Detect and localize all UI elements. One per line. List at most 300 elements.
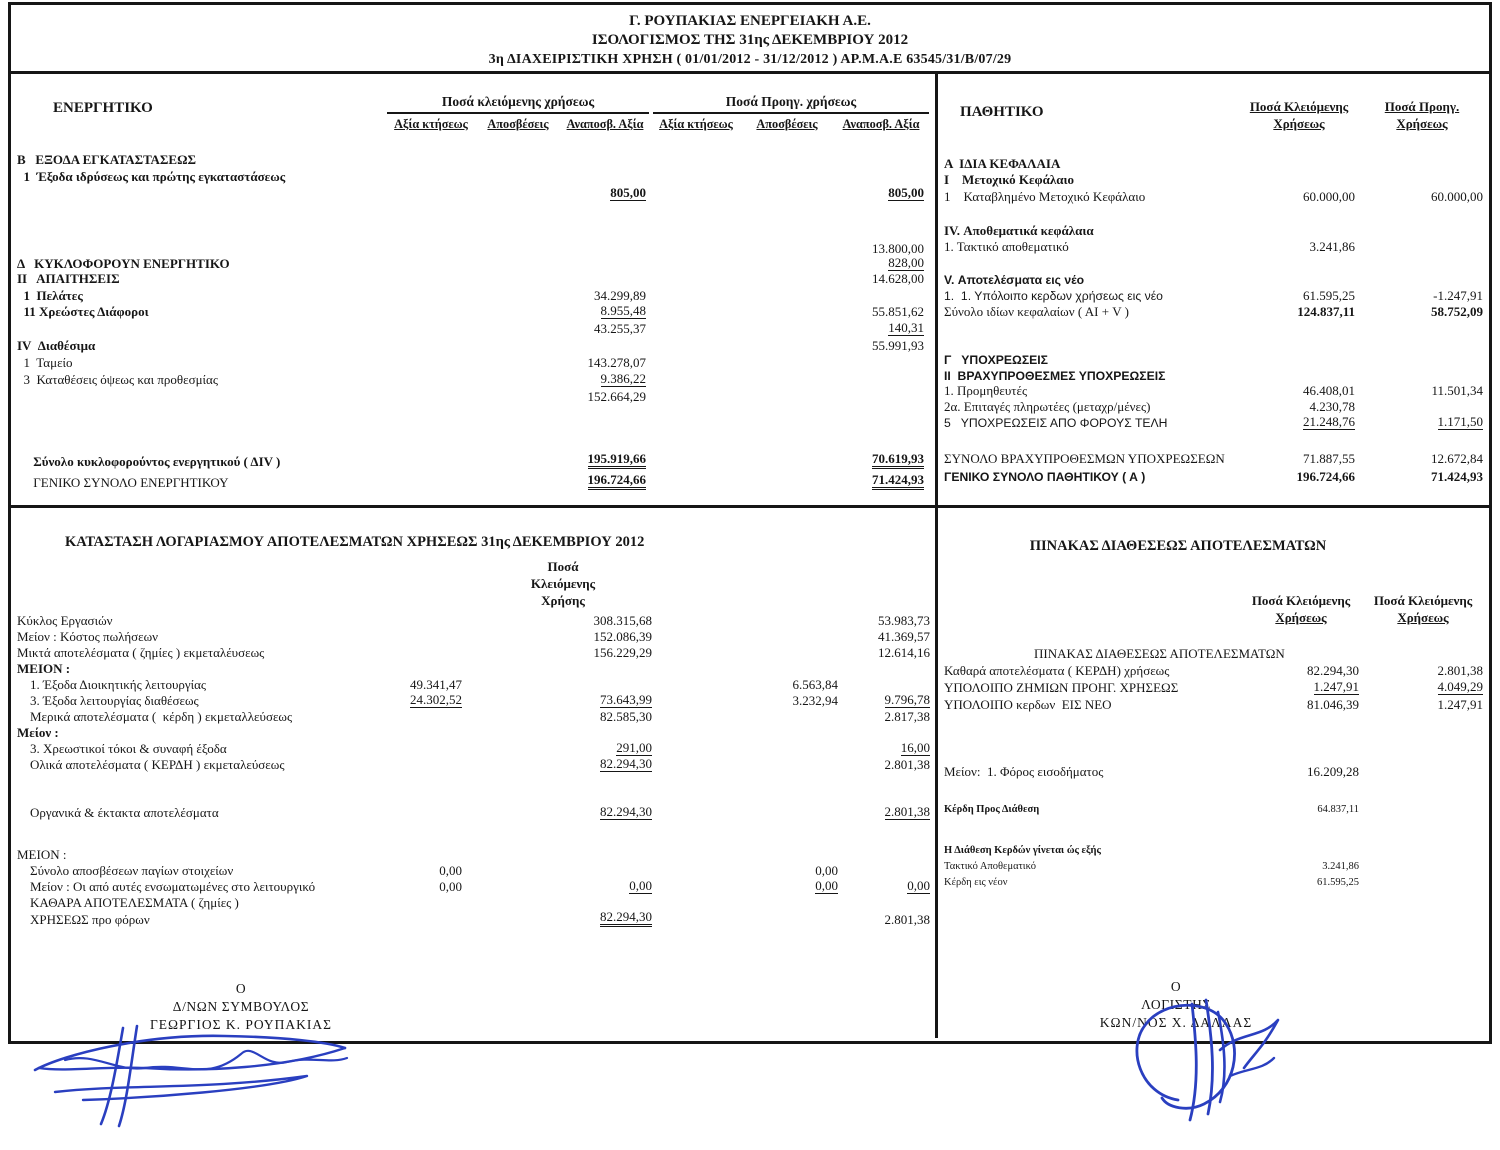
cell-label (944, 369, 1240, 383)
table-row (11, 724, 935, 740)
table-row (938, 712, 1486, 757)
cell-p3 (831, 186, 927, 201)
cell-label (17, 153, 387, 167)
cell-label (944, 646, 1285, 661)
accountant-role: ΛΟΓΙΣΤΗΣ (1141, 997, 1211, 1012)
row-value: 61.595,25 (1317, 877, 1359, 888)
row-label: ΓΕΝΙΚΟ ΣΥΝΟΛΟ ΠΑΘΗΤΙΚΟΥ ( Α ) (944, 469, 1146, 484)
cell-d (841, 614, 933, 628)
cell-c3 (561, 322, 649, 336)
income-table (11, 612, 935, 927)
row-value: 1.171,50 (1437, 413, 1483, 429)
assets-subhead-depr-current: Αποσβέσεις (487, 117, 549, 131)
cell-label (17, 455, 387, 469)
table-row (938, 254, 1486, 270)
row-value: 140,31 (888, 319, 924, 335)
cell-v1 (1240, 289, 1358, 303)
table-row (938, 238, 1486, 254)
distribution-colhead-1: Ποσά Κλειόμενης Χρήσεως (1251, 593, 1351, 625)
row-label: Η Διάθεση Κερδών γίνεται ώς εξής (944, 845, 1101, 856)
cell-label (17, 806, 377, 820)
row-value: 53.983,73 (878, 613, 930, 628)
row-value: 3.232,94 (792, 693, 838, 708)
cell-label (944, 842, 1244, 858)
table-row (938, 383, 1486, 399)
liabilities-table (938, 154, 1486, 484)
table-row (11, 469, 935, 490)
table-row (938, 678, 1486, 695)
cell-label (944, 224, 1240, 238)
table-row (11, 740, 935, 756)
cell-v2 (1362, 680, 1486, 695)
cell-label (944, 765, 1244, 779)
row-value: 3.241,86 (1309, 239, 1355, 254)
row-value: 828,00 (888, 255, 924, 270)
row-label: 1 Πελάτες (17, 287, 83, 303)
row-label: 3. Χρεωστικοί τόκοι & συναφή έξοδα (17, 741, 227, 756)
table-row (938, 874, 1486, 890)
cell-label (944, 664, 1244, 678)
cell-label (944, 470, 1240, 484)
cell-v1 (1244, 664, 1362, 678)
row-value: 70.619,93 (872, 452, 924, 469)
row-value: 2.817,38 (884, 709, 930, 724)
row-label: 1 Έξοδα ιδρύσεως και πρώτης εγκαταστάσεως (17, 169, 286, 184)
cell-c (655, 678, 841, 692)
row-value: 82.585,30 (600, 709, 652, 724)
row-value: 152.086,39 (593, 629, 652, 644)
cell-v1 (1240, 470, 1358, 484)
row-value: 8.955,48 (600, 303, 646, 318)
cell-label (944, 452, 1240, 466)
row-value: 0,00 (815, 878, 838, 893)
table-row (938, 695, 1486, 712)
table-row (938, 801, 1486, 817)
row-label: ΥΠΟΛΟΙΠΟ ΖΗΜΙΩΝ ΠΡΟΗΓ. ΧΡΗΣΕΩΣ (944, 680, 1179, 695)
row-value: 64.837,11 (1317, 804, 1359, 815)
row-value: 143.278,07 (587, 354, 646, 370)
cell-b (465, 741, 655, 756)
row-label: IV. Αποθεματικά κεφάλαια (944, 223, 1094, 238)
cell-label (17, 646, 377, 660)
row-value: 291,00 (616, 740, 652, 755)
cell-label (944, 173, 1240, 187)
director-o: Ο (235, 981, 247, 996)
row-value: 55.991,93 (872, 337, 924, 353)
cell-p3 (831, 305, 927, 319)
row-value: 16,00 (900, 740, 930, 755)
director-name: ΓΕΩΡΓΙΟΣ Κ. ΡΟΥΠΑΚΙΑΣ (149, 1017, 333, 1032)
cell-label (17, 614, 377, 628)
row-value: 195.919,66 (588, 452, 647, 469)
cell-b (465, 879, 655, 894)
row-label: 2α. Επιταγές πληρωτέες (μεταχρ/μένες) (944, 398, 1151, 414)
cell-v2 (1362, 698, 1486, 712)
row-value: 81.046,39 (1307, 697, 1359, 712)
cell-label (17, 339, 387, 353)
cell-label (17, 476, 387, 490)
row-value: 308.315,68 (593, 613, 652, 628)
row-value: 2.801,38 (884, 757, 930, 772)
cell-p3 (831, 339, 927, 353)
cell-label (944, 289, 1240, 303)
director-signature-block (106, 980, 376, 1034)
table-row (11, 370, 935, 387)
table-row (938, 448, 1486, 466)
income-title: ΚΑΤΑΣΤΑΣΗ ΛΟΓΑΡΙΑΣΜΟΥ ΑΠΟΤΕΛΕΣΜΑΤΩΝ ΧΡΗΣΕΩΣ 31ης ΔΕΚΕΜΒΡΙΟΥ 2012 (65, 534, 645, 550)
row-label: Κέρδη εις νέον (944, 877, 1008, 888)
row-value: 152.664,29 (587, 388, 646, 404)
table-row (11, 894, 935, 910)
row-label: 1. 1. Υπόλοιπο κερδων χρήσεως εις νέο (944, 288, 1163, 303)
table-row (11, 862, 935, 878)
row-value: 2.801,38 (884, 804, 930, 819)
cell-label (944, 801, 1244, 817)
cell-b (465, 710, 655, 724)
cell-c (655, 694, 841, 708)
row-label: ΥΠΟΛΟΙΠΟ κερδων ΕΙΣ ΝΕΟ (944, 697, 1112, 712)
table-row (938, 858, 1486, 874)
cell-v1 (1240, 240, 1358, 254)
cell-a (377, 864, 465, 878)
row-value: 34.299,89 (594, 287, 646, 303)
cell-b (465, 614, 655, 628)
row-label: 5 ΥΠΟΧΡΕΩΣΕΙΣ ΑΠΟ ΦΟΡΟΥΣ ΤΕΛΗ (944, 415, 1168, 430)
table-row (11, 319, 935, 336)
assets-subhead-net-current: Αναποσβ. Αξία (566, 117, 644, 131)
cell-p3 (831, 242, 927, 256)
cell-c3 (561, 186, 649, 201)
row-label: Ολικά αποτελέσματα ( ΚΕΡΔΗ ) εκμεταλεύσεως (17, 757, 285, 772)
cell-c3 (561, 304, 649, 319)
cell-d (841, 879, 933, 894)
cell-v1 (1244, 680, 1362, 695)
row-label: 1. Έξοδα Διοικητικής λειτουργίας (17, 677, 207, 692)
row-label: Καθαρά αποτελέσματα ( ΚΕΡΔΗ) χρήσεως (944, 663, 1170, 678)
table-row (11, 353, 935, 370)
row-label: Ι Μετοχικό Κεφάλαιο (944, 172, 1075, 187)
cell-label (17, 710, 377, 724)
table-row (938, 287, 1486, 303)
cell-d (841, 741, 933, 756)
cell-v1 (1240, 400, 1358, 414)
table-row (11, 201, 935, 241)
row-label: 1. Προμηθευτές (944, 383, 1028, 398)
table-row (11, 256, 935, 271)
table-row (938, 661, 1486, 678)
cell-label (944, 416, 1240, 430)
cell-v2 (1358, 289, 1486, 303)
distribution-panel (938, 508, 1486, 1041)
cell-v1 (1240, 305, 1358, 319)
table-row (938, 430, 1486, 448)
cell-b (465, 630, 655, 644)
distribution-title: ΠΙΝΑΚΑΣ ΔΙΑΘΕΣΕΩΣ ΑΠΟΤΕΛΕΣΜΑΤΩΝ (1029, 538, 1327, 554)
row-label: Μείον: 1. Φόρος εισοδήματος (944, 764, 1104, 779)
cell-a (377, 678, 465, 692)
table-row (938, 303, 1486, 319)
row-label: ΙΙ ΑΠΑΙΤΗΣΕΙΣ (17, 271, 120, 286)
row-label: ΠΙΝΑΚΑΣ ΔΙΑΘΕΣΕΩΣ ΑΠΟΤΕΛΕΣΜΑΤΩΝ (1034, 646, 1285, 661)
cell-v2 (1358, 305, 1486, 319)
cell-label (17, 742, 377, 756)
row-value: 0,00 (907, 878, 930, 893)
table-row (11, 804, 935, 820)
cell-c3 (561, 356, 649, 370)
table-row (938, 779, 1486, 801)
cell-p3 (831, 452, 927, 469)
cell-label (17, 272, 387, 286)
row-value: 2.801,38 (884, 912, 930, 927)
row-value: 805,00 (610, 185, 646, 200)
cell-d (841, 693, 933, 708)
cell-label (17, 170, 387, 184)
cell-b (465, 805, 655, 820)
table-row (11, 448, 935, 469)
row-label: V. Αποτελέσματα εις νέο (944, 272, 1085, 287)
row-value: 21.248,76 (1303, 413, 1355, 429)
cell-v2 (1358, 415, 1486, 430)
table-row (11, 184, 935, 201)
row-label: Κύκλος Εργασιών (17, 613, 113, 628)
cell-v1 (1240, 384, 1358, 398)
distribution-table (938, 644, 1486, 890)
row-value: 12.614,16 (878, 645, 930, 660)
row-value: 61.595,25 (1303, 287, 1355, 303)
row-label: 1. Τακτικό αποθεματικό (944, 239, 1069, 254)
table-row (11, 303, 935, 320)
row-label: Οργανικά & έκτακτα αποτελέσματα (17, 805, 219, 820)
cell-label (17, 848, 377, 862)
cell-v1 (1244, 801, 1362, 817)
cell-label (944, 681, 1244, 695)
cell-p3 (831, 473, 927, 490)
row-value: 82.294,30 (600, 804, 652, 819)
row-value: 124.837,11 (1297, 303, 1355, 319)
table-row (11, 612, 935, 628)
row-value: 58.752,09 (1431, 303, 1483, 319)
row-value: 13.800,00 (872, 241, 924, 256)
table-row (938, 171, 1486, 188)
row-label: ΣΥΝΟΛΟ ΒΡΑΧΥΠΡΟΘΕΣΜΩΝ ΥΠΟΧΡΕΩΣΕΩΝ (944, 450, 1225, 466)
row-value: 12.672,84 (1431, 450, 1483, 466)
row-value: 71.887,55 (1303, 450, 1355, 466)
cell-b (465, 757, 655, 772)
row-value: 24.302,52 (410, 692, 462, 707)
table-row (938, 644, 1486, 661)
cell-v1 (1240, 452, 1358, 466)
cell-label (17, 880, 377, 894)
liabilities-colhead-prior: Ποσά Προηγ. Χρήσεως (1384, 99, 1460, 131)
row-label: ΜΕΙΟΝ : (17, 661, 71, 676)
table-row (11, 820, 935, 846)
cell-label (17, 678, 377, 692)
cell-label (17, 257, 387, 271)
table-row (11, 387, 935, 404)
cell-d (841, 805, 933, 820)
row-label: ΙΙ ΒΡΑΧΥΠΡΟΘΕΣΜΕΣ ΥΠΟΧΡΕΩΣΕΙΣ (944, 368, 1166, 383)
cell-a (377, 693, 465, 708)
cell-d (841, 710, 933, 724)
row-value: 11.501,34 (1431, 383, 1483, 398)
table-row (938, 466, 1486, 484)
row-label: 3. Έξοδα λειτουργίας διαθέσεως (17, 693, 199, 708)
cell-a (377, 880, 465, 894)
accountant-name: ΚΩΝ/ΝΟΣ Χ. ΔΑΛΛΑΣ (1099, 1015, 1253, 1030)
table-row (938, 414, 1486, 430)
row-label: Σύνολο ιδίων κεφαλαίων ( ΑΙ + V ) (944, 303, 1130, 319)
liabilities-caption: ΠΑΘΗΤΙΚΟ (960, 104, 1044, 120)
cell-p3 (831, 321, 927, 336)
row-value: 3.241,86 (1322, 861, 1359, 872)
row-label: Μείον : Κόστος πωλήσεων (17, 629, 159, 644)
table-row (938, 270, 1486, 287)
table-row (11, 756, 935, 772)
cell-d (841, 630, 933, 644)
cell-v1 (1240, 415, 1358, 430)
row-label: IV Διαθέσιμα (17, 337, 96, 353)
cell-label (944, 698, 1244, 712)
row-label: 11 Χρεώστες Διάφοροι (17, 304, 149, 319)
cell-label (17, 726, 377, 740)
cell-v2 (1358, 384, 1486, 398)
cell-c (655, 879, 841, 894)
row-label: ΚΑΘΑΡΑ ΑΠΟΤΕΛΕΣΜΑΤΑ ( ζημίες ) (17, 895, 239, 910)
row-label: Κέρδη Προς Διάθεση (944, 804, 1040, 815)
row-value: 16.209,28 (1307, 764, 1359, 779)
cell-d (841, 646, 933, 660)
cell-c3 (561, 473, 649, 490)
cell-label (944, 874, 1244, 890)
table-row (938, 222, 1486, 238)
row-value: 82.294,30 (1307, 663, 1359, 678)
table-row (11, 676, 935, 692)
table-row (938, 187, 1486, 204)
row-value: 156.229,29 (593, 645, 652, 660)
cell-label (944, 240, 1240, 254)
row-label: Μερικά αποτελέσματα ( κέρδη ) εκμεταλλεύσεως (17, 709, 293, 724)
row-label: Μικτά αποτελέσματα ( ζημίες ) εκμεταλέυσεως (17, 645, 265, 660)
row-value: 9.796,78 (884, 692, 930, 707)
row-value: 55.851,62 (872, 304, 924, 319)
table-row (938, 841, 1486, 858)
table-row (938, 319, 1486, 351)
cell-c3 (561, 289, 649, 303)
table-row (11, 150, 935, 167)
assets-caption: ΕΝΕΡΓΗΤΙΚΟ (53, 100, 153, 116)
cell-v1 (1240, 190, 1358, 204)
assets-subhead-acq-current: Αξία κτήσεως (394, 117, 468, 131)
cell-label (944, 384, 1240, 398)
assets-subhead-acq-prior: Αξία κτήσεως (659, 117, 733, 131)
row-value: 46.408,01 (1303, 383, 1355, 398)
cell-c3 (561, 390, 649, 404)
row-value: 0,00 (629, 878, 652, 893)
assets-subhead-net-prior: Αναποσβ. Αξία (842, 117, 920, 131)
assets-panel (11, 74, 935, 505)
cell-label (944, 400, 1240, 414)
row-value: 0,00 (439, 879, 462, 894)
table-row (11, 404, 935, 448)
cell-c3 (561, 372, 649, 387)
table-row (11, 878, 935, 894)
table-row (11, 286, 935, 303)
row-value: 0,00 (815, 863, 838, 878)
table-row (11, 271, 935, 286)
liabilities-panel (938, 74, 1486, 505)
cell-label (17, 289, 387, 303)
table-row (11, 692, 935, 708)
accountant-o: Ο (1170, 979, 1182, 994)
cell-label (944, 190, 1240, 204)
table-row (11, 628, 935, 644)
row-label: Μείον : Οι από αυτές ενσωματωμένες στο λειτουργικό (17, 879, 316, 894)
row-value: 4.049,29 (1437, 679, 1483, 694)
cell-label (944, 305, 1240, 319)
table-row (11, 241, 935, 256)
table-row (938, 398, 1486, 414)
table-row (11, 336, 935, 353)
row-label: ΧΡΗΣΕΩΣ προ φόρων (17, 912, 150, 927)
row-value: 14.628,00 (872, 271, 924, 286)
row-value: 9.386,22 (600, 370, 646, 386)
cell-b (465, 646, 655, 660)
cell-label (17, 758, 377, 772)
row-value: 6.563,84 (792, 677, 838, 692)
document-frame (8, 2, 1492, 1044)
cell-v1 (1244, 765, 1362, 779)
table-row (11, 644, 935, 660)
cell-v1 (1244, 858, 1362, 874)
row-value: 4.230,78 (1309, 398, 1355, 414)
cell-b (465, 910, 655, 927)
cell-label (17, 305, 387, 319)
cell-label (17, 864, 377, 878)
table-row (11, 660, 935, 676)
income-statement-panel (11, 508, 935, 1041)
cell-p3 (831, 256, 927, 271)
assets-group-current: Ποσά κλειόμενης χρήσεως (387, 94, 649, 114)
assets-group-prior: Ποσά Προηγ. χρήσεως (653, 94, 929, 114)
cell-p3 (831, 272, 927, 286)
table-row (938, 204, 1486, 222)
row-value: 196.724,66 (588, 473, 647, 490)
cell-label (17, 356, 387, 370)
row-label: ΜΕΙΟΝ : (17, 847, 67, 862)
cell-label (944, 273, 1240, 287)
director-role: Δ/ΝΩΝ ΣΥΜΒΟΥΛΟΣ (172, 999, 310, 1014)
table-row (938, 351, 1486, 367)
row-value: 49.341,47 (410, 677, 462, 692)
cell-v2 (1362, 664, 1486, 678)
row-label: ΓΕΝΙΚΟ ΣΥΝΟΛΟ ΕΝΕΡΓΗΤΙΚΟΥ (17, 474, 229, 490)
cell-v2 (1358, 452, 1486, 466)
row-value: 2.801,38 (1437, 663, 1483, 678)
table-row (11, 772, 935, 804)
row-value: 41.369,57 (878, 629, 930, 644)
row-label: Μείον : (17, 725, 59, 740)
row-label: Σύνολο αποσβέσεων παγίων στοιχείων (17, 863, 234, 878)
cell-label (17, 913, 377, 927)
period-line: 3η ΔΙΑΧΕΙΡΙΣΤΙΚΗ ΧΡΗΣΗ ( 01/01/2012 - 31/12/2012 ) ΑΡ.Μ.Α.Ε 63545/31/Β/07/29 (488, 52, 1012, 67)
table-row (11, 846, 935, 862)
cell-label (944, 858, 1244, 874)
row-value: -1.247,91 (1433, 287, 1483, 303)
row-value: 60.000,00 (1431, 189, 1483, 204)
cell-label (944, 353, 1240, 367)
row-label: 1 Ταμείο (17, 354, 73, 370)
table-row (938, 757, 1486, 779)
